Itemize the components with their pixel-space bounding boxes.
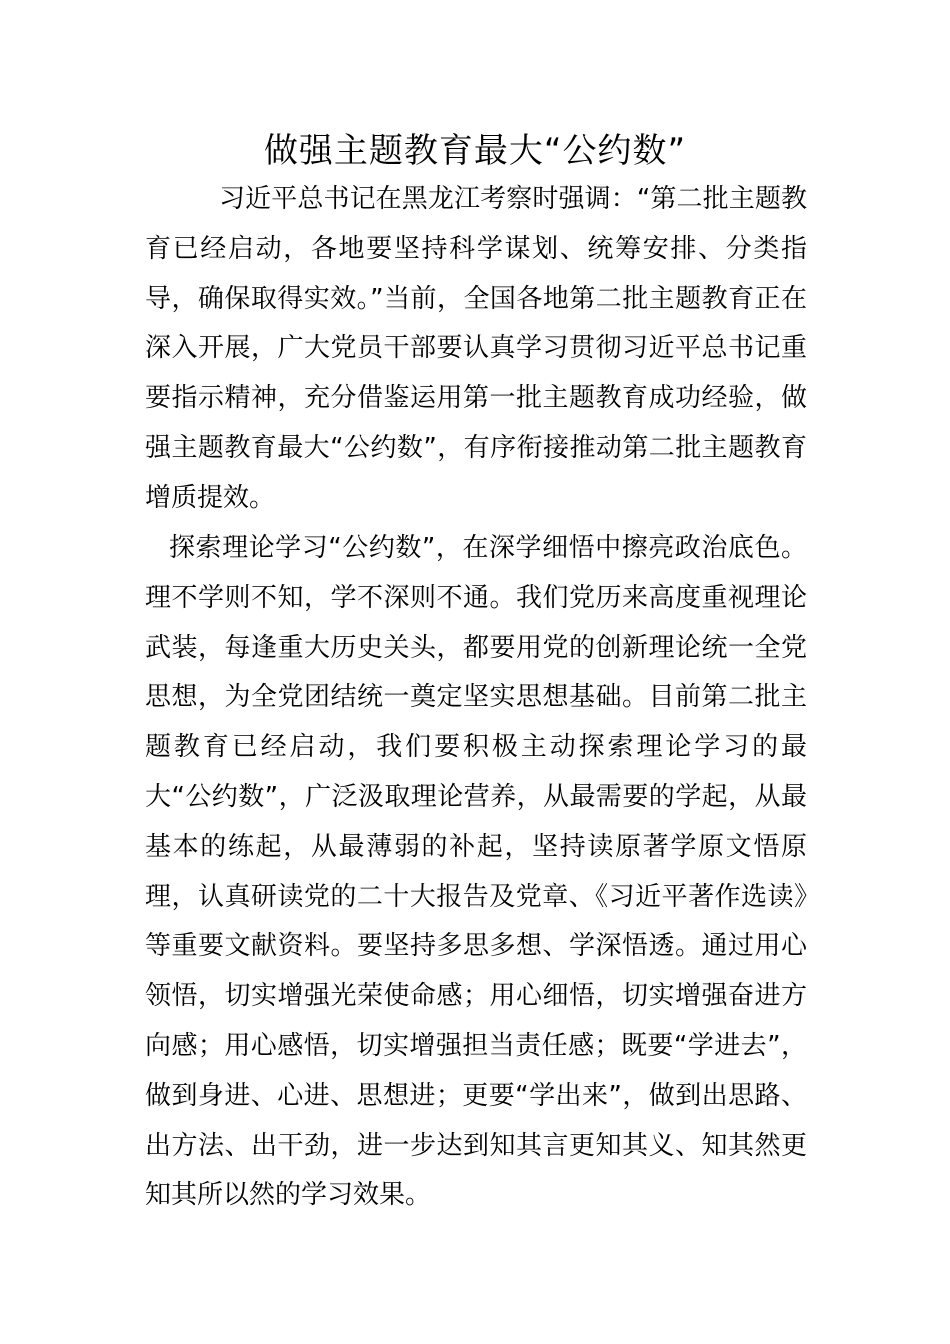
document-title: 做强主题教育最大“公约数” [263, 131, 687, 171]
paragraph-theory-study: 探索理论学习“公约数”，在深学细悟中擦亮政治底色。理不学则不知，学不深则不通。我们党历来高度重视理论武装，每逢重大历史关头，都要用党的创新理论统一全党思想，为全党团结统一奠定坚实思想基础。目前第二批主题教育已经启动，我们要积极主动探索理论学习的最大“公约数”，广泛汲取理论营养，从最需要的学起，从最基本的练起，从最薄弱的补起，坚持读原著学原文悟原理，认真研读党的二十大报告及党章、《习近平著作选读》等重要文献资料。要坚持多思多想、学深悟透。通过用心领悟，切实增强光荣使命感；用心细悟，切实增强奋进方向感；用心感悟，切实增强担当责任感；既要“学进去”，做到身进、心进、思想进；更要“学出来”，做到出思路、出方法、出干劲，进一步达到知其言更知其义、知其然更知其所以然的学习效果。 [145, 533, 807, 1211]
paragraph-intro: 习近平总书记在黑龙江考察时强调：“第二批主题教育已经启动，各地要坚持科学谋划、统筹安排、分类指导，确保取得实效。”当前，全国各地第二批主题教育正在深入开展，广大党员干部要认真学习贯彻习近平总书记重要指示精神，充分借鉴运用第一批主题教育成功经验，做强主题教育最大“公约数”，有序衔接推动第二批主题教育增质提效。 [145, 184, 807, 513]
